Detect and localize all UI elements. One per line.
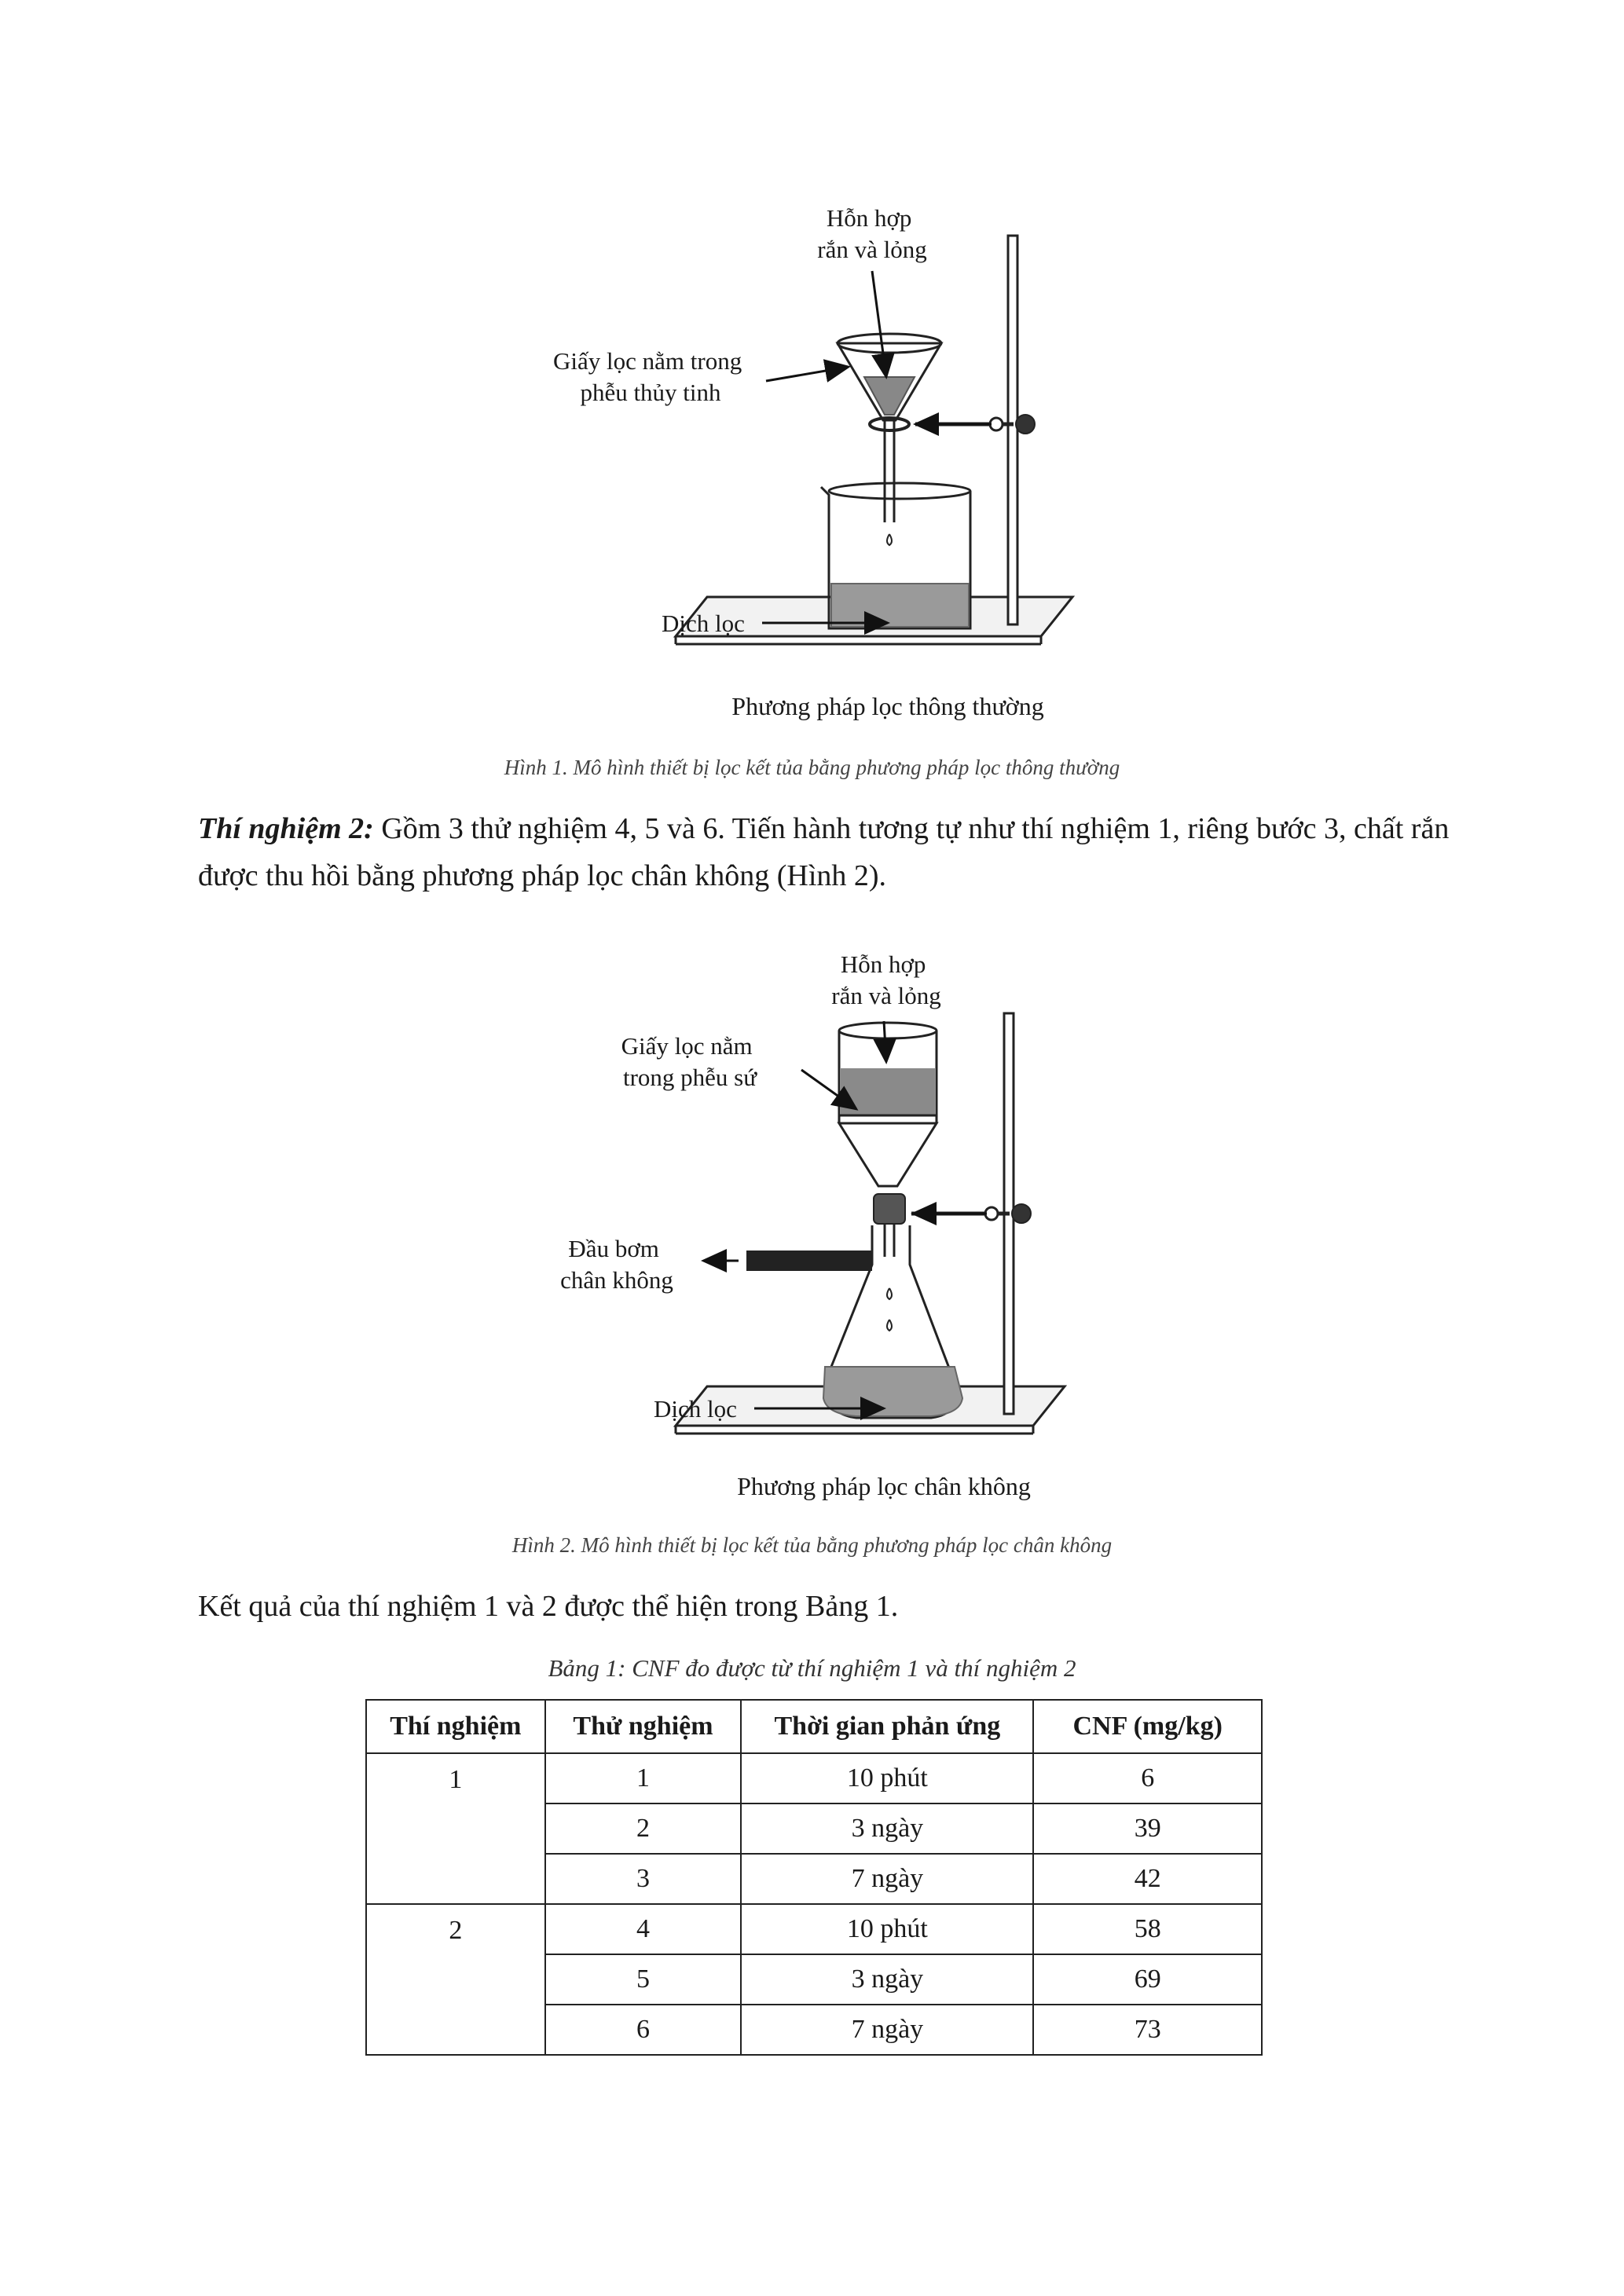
time-cell: 10 phút [741, 1904, 1033, 1954]
trial-cell: 4 [545, 1904, 742, 1954]
experiment-cell: 1 [366, 1753, 545, 1904]
figure-1-normal-filtration [0, 0, 1624, 754]
stand-rod [1008, 236, 1017, 624]
time-cell: 3 ngày [741, 1954, 1033, 2005]
table-row [366, 1753, 1262, 1803]
cnf-cell: 42 [1033, 1854, 1262, 1904]
figure-1-subtitle: Phương pháp lọc thông thường [731, 692, 1044, 720]
header-experiment: Thí nghiệm [366, 1700, 545, 1753]
header-trial: Thử nghiệm [545, 1700, 742, 1753]
beaker [821, 483, 970, 628]
experiment-2-paragraph [198, 805, 1455, 899]
cnf-cell: 6 [1033, 1753, 1262, 1803]
label-filtrate: Dịch lọc [654, 1395, 737, 1423]
cnf-cell: 69 [1033, 1954, 1262, 2005]
label-mixture: Hỗn hợp rắn và lỏng [831, 950, 941, 1009]
header-reaction-time: Thời gian phản ứng [741, 1700, 1033, 1753]
trial-cell: 3 [545, 1854, 742, 1904]
trial-cell: 6 [545, 2005, 742, 2055]
arrow-paper [766, 367, 849, 381]
buchner-funnel [839, 1023, 937, 1331]
arrow-mixture [872, 271, 886, 377]
cnf-cell: 73 [1033, 2005, 1262, 2055]
results-table [365, 1699, 1263, 2056]
cnf-cell: 58 [1033, 1904, 1262, 1954]
experiment-2-lead: Thí nghiệm 2: [198, 812, 374, 845]
trial-cell: 1 [545, 1753, 742, 1803]
time-cell: 7 ngày [741, 2005, 1033, 2055]
time-cell: 3 ngày [741, 1803, 1033, 1854]
trial-cell: 5 [545, 1954, 742, 2005]
label-filtrate: Dịch lọc [662, 610, 745, 637]
cnf-cell: 39 [1033, 1803, 1262, 1854]
time-cell: 10 phút [741, 1753, 1033, 1803]
table-header-row [366, 1700, 1262, 1753]
glass-funnel [838, 334, 941, 545]
figure-1-caption: Hình 1. Mô hình thiết bị lọc kết tủa bằng phương pháp lọc thông thường [504, 756, 1120, 779]
figure-2-vacuum-filtration [0, 919, 1624, 1540]
table-row [366, 1904, 1262, 1954]
header-cnf: CNF (mg/kg) [1033, 1700, 1262, 1753]
trial-cell: 2 [545, 1803, 742, 1854]
figure-2-subtitle: Phương pháp lọc chân không [737, 1472, 1031, 1500]
label-vacuum-pump: Đầu bơm chân không [560, 1235, 673, 1294]
label-mixture: Hỗn hợp rắn và lỏng [817, 204, 927, 263]
figure-2-caption: Hình 2. Mô hình thiết bị lọc kết tủa bằng phương pháp lọc chân không [511, 1533, 1113, 1557]
experiment-2-text: Gồm 3 thử nghiệm 4, 5 và 6. Tiến hành tương tự như thí nghiệm 1, riêng bước 3, chất rắn được thu hồi bằng phương pháp lọc chân không (Hình 2). [198, 812, 1450, 892]
results-sentence: Kết quả của thí nghiệm 1 và 2 được thể hiện trong Bảng 1. [198, 1590, 899, 1623]
table-caption: Bảng 1: CNF đo được từ thí nghiệm 1 và thí nghiệm 2 [548, 1654, 1076, 1682]
experiment-cell: 2 [366, 1904, 545, 2055]
label-filter-paper: Giấy lọc nằm trong phễu thủy tinh [553, 347, 742, 406]
label-filter-paper: Giấy lọc nằm trong phễu sứ [621, 1032, 757, 1091]
time-cell: 7 ngày [741, 1854, 1033, 1904]
